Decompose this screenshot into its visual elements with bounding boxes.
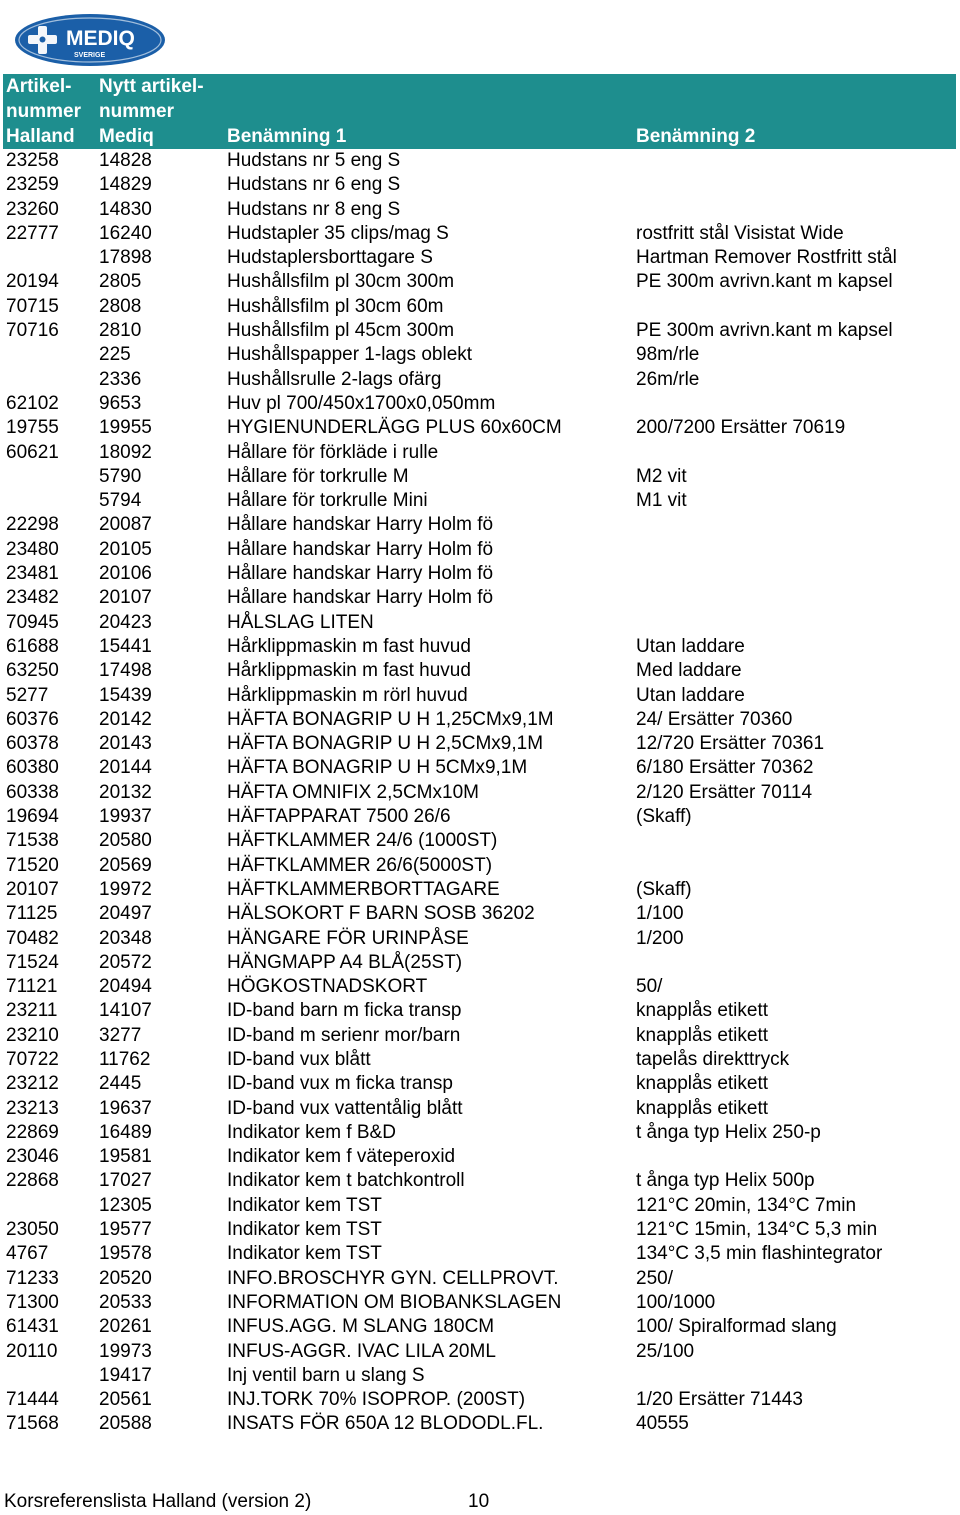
benamning-2-cell: [633, 295, 956, 319]
table-row: [3, 392, 956, 416]
table-row: [3, 854, 956, 878]
benamning-2-cell: 100/1000: [636, 1291, 716, 1313]
benamning-2-cell: Utan laddare: [636, 684, 745, 706]
benamning-1-cell: Hårklippmaskin m rörl huvud: [227, 684, 468, 706]
artikelnummer-mediq-cell: 225: [99, 344, 131, 366]
artikelnummer-mediq-cell: 11762: [99, 1048, 151, 1070]
artikelnummer-halland-cell: 60621: [6, 441, 59, 463]
artikelnummer-halland-cell: 71568: [6, 1413, 59, 1435]
benamning-2-cell: knapplås etikett: [636, 1000, 769, 1022]
table-row: [3, 975, 956, 999]
artikelnummer-mediq-cell: 18092: [99, 441, 152, 463]
column-header-line: nummer: [99, 101, 174, 122]
benamning-2-cell: knapplås etikett: [636, 1073, 769, 1095]
table-row: [3, 1267, 956, 1291]
benamning-1-cell: HÄFTA BONAGRIP U H 2,5CMx9,1M: [227, 733, 544, 755]
table-row: [3, 999, 956, 1023]
artikelnummer-mediq-cell: 20569: [99, 854, 152, 876]
artikelnummer-halland-cell: 23212: [6, 1073, 59, 1095]
artikelnummer-mediq-cell: 5794: [99, 490, 142, 512]
benamning-1-cell: HÄFTKLAMMER 24/6 (1000ST): [227, 830, 498, 852]
artikelnummer-mediq-cell: 19581: [99, 1146, 152, 1168]
artikelnummer-mediq-cell: 14829: [99, 174, 152, 196]
artikelnummer-halland-cell: 61688: [6, 635, 59, 657]
benamning-1-cell: Hushållsfilm pl 30cm 60m: [227, 295, 444, 317]
benamning-2-cell: 121°C 20min, 134°C 7min: [636, 1194, 857, 1216]
table-row: [3, 586, 956, 610]
table-row: [3, 538, 956, 562]
artikelnummer-halland-cell: 60378: [6, 733, 59, 755]
artikelnummer-halland-cell: 71520: [6, 854, 59, 876]
table-row: [3, 878, 956, 902]
benamning-2-cell: 40555: [636, 1413, 689, 1435]
benamning-1-cell: HÄFTAPPARAT 7500 26/6: [227, 806, 451, 828]
artikelnummer-halland-cell: 70722: [6, 1048, 59, 1070]
table-row: [3, 1388, 956, 1412]
artikelnummer-mediq-cell: 20580: [99, 830, 152, 852]
artikelnummer-halland-cell: 23213: [6, 1097, 59, 1119]
benamning-1-cell: ID-band vux m ficka transp: [227, 1073, 453, 1095]
table-row: [3, 1121, 956, 1145]
table-row: [3, 319, 956, 343]
benamning-2-cell: 50/: [636, 976, 663, 998]
artikelnummer-halland-cell: 23260: [6, 198, 59, 220]
table-header: [3, 74, 956, 149]
artikelnummer-halland-cell: 20107: [6, 878, 59, 900]
artikelnummer-mediq-cell: 14830: [99, 198, 152, 220]
artikelnummer-halland-cell: 23482: [6, 587, 59, 609]
table-row: [3, 829, 956, 853]
artikelnummer-mediq-cell: 19955: [99, 417, 152, 439]
table-row: [3, 368, 956, 392]
benamning-2-cell: [633, 198, 956, 222]
table-row: [3, 635, 956, 659]
benamning-1-cell: HÄNGARE FÖR URINPÅSE: [227, 927, 469, 949]
table-row: [3, 1194, 956, 1218]
artikelnummer-halland-cell: 60338: [6, 781, 59, 803]
artikelnummer-halland-cell: 71125: [6, 903, 58, 925]
benamning-1-cell: ID-band m serienr mor/barn: [227, 1024, 461, 1046]
artikelnummer-halland-cell: [3, 368, 96, 392]
artikelnummer-mediq-cell: 20533: [99, 1291, 152, 1313]
benamning-2-cell: 12/720 Ersätter 70361: [636, 733, 825, 755]
artikelnummer-halland-cell: 23259: [6, 174, 59, 196]
benamning-2-cell: Hartman Remover Rostfritt stål: [636, 247, 897, 269]
artikelnummer-mediq-cell: 20105: [99, 538, 152, 560]
benamning-1-cell: HÅLSLAG LITEN: [227, 611, 374, 633]
artikelnummer-halland-cell: 5277: [6, 684, 49, 706]
benamning-1-cell: INJ.TORK 70% ISOPROP. (200ST): [227, 1389, 526, 1411]
artikelnummer-halland-cell: 19755: [6, 417, 59, 439]
table-row: [3, 295, 956, 319]
artikelnummer-halland-cell: [3, 465, 96, 489]
benamning-2-cell: 121°C 15min, 134°C 5,3 min: [636, 1219, 878, 1241]
artikelnummer-halland-cell: 22869: [6, 1121, 59, 1143]
benamning-1-cell: Indikator kem f B&D: [227, 1121, 396, 1143]
table-row: [3, 1242, 956, 1266]
artikelnummer-mediq-cell: 20142: [99, 708, 152, 730]
benamning-1-cell: HYGIENUNDERLÄGG PLUS 60x60CM: [227, 417, 562, 439]
artikelnummer-mediq-cell: 20143: [99, 733, 152, 755]
benamning-2-cell: M2 vit: [636, 465, 687, 487]
benamning-1-cell: INFO.BROSCHYR GYN. CELLPROVT.: [227, 1267, 559, 1289]
benamning-1-cell: Indikator kem t batchkontroll: [227, 1170, 465, 1192]
artikelnummer-halland-cell: [3, 343, 96, 367]
artikelnummer-halland-cell: 23258: [6, 150, 59, 171]
artikelnummer-mediq-cell: 20106: [99, 563, 152, 585]
benamning-2-cell: 1/100: [636, 903, 684, 925]
artikelnummer-halland-cell: 60380: [6, 757, 59, 779]
column-header-1: [3, 74, 96, 149]
benamning-1-cell: Hållare för torkrulle Mini: [227, 490, 428, 512]
page-number: 10: [468, 1491, 490, 1512]
table-row: [3, 441, 956, 465]
table-row: [3, 1218, 956, 1242]
benamning-1-cell: Hudstans nr 6 eng S: [227, 174, 401, 196]
benamning-1-cell: Hushållsfilm pl 30cm 300m: [227, 271, 455, 293]
table-row: [3, 1048, 956, 1072]
artikelnummer-mediq-cell: 2810: [99, 320, 142, 342]
table-row: [3, 1145, 956, 1169]
benamning-1-cell: ID-band vux blått: [227, 1048, 371, 1070]
table-row: [3, 465, 956, 489]
column-header-line: Halland: [6, 126, 75, 147]
benamning-1-cell: INFORMATION OM BIOBANKSLAGEN: [227, 1291, 562, 1313]
benamning-2-cell: [633, 173, 956, 197]
benamning-2-cell: 1/200: [636, 927, 684, 949]
artikelnummer-mediq-cell: 20561: [99, 1389, 152, 1411]
benamning-2-cell: Utan laddare: [636, 635, 745, 657]
benamning-1-cell: HÄFTA OMNIFIX 2,5CMx10M: [227, 781, 479, 803]
artikelnummer-halland-cell: 23481: [6, 563, 59, 585]
table-row: [3, 611, 956, 635]
benamning-1-cell: Hushållsfilm pl 45cm 300m: [227, 320, 455, 342]
benamning-2-cell: 134°C 3,5 min flashintegrator: [636, 1243, 883, 1265]
benamning-2-cell: 26m/rle: [636, 368, 700, 390]
column-header-4: [633, 74, 956, 149]
table-row: [3, 1169, 956, 1193]
artikelnummer-halland-cell: 70945: [6, 611, 59, 633]
mediq-logo-graphic: [14, 13, 166, 67]
artikelnummer-mediq-cell: 16240: [99, 222, 152, 244]
benamning-2-cell: t ånga typ Helix 250-p: [636, 1121, 821, 1143]
table-row: [3, 805, 956, 829]
artikelnummer-halland-cell: 61431: [6, 1316, 59, 1338]
table-row: [3, 416, 956, 440]
artikelnummer-halland-cell: 63250: [6, 660, 59, 682]
artikelnummer-halland-cell: 70482: [6, 927, 59, 949]
benamning-1-cell: Hudstaplersborttagare S: [227, 247, 433, 269]
benamning-2-cell: PE 300m avrivn.kant m kapsel: [636, 320, 893, 342]
benamning-1-cell: HÄFTA BONAGRIP U H 1,25CMx9,1M: [227, 708, 554, 730]
artikelnummer-mediq-cell: 20144: [99, 757, 152, 779]
table-row: [3, 222, 956, 246]
artikelnummer-mediq-cell: 20261: [99, 1316, 152, 1338]
artikelnummer-mediq-cell: 9653: [99, 392, 142, 414]
benamning-2-cell: (Skaff): [636, 806, 692, 828]
artikelnummer-mediq-cell: 20423: [99, 611, 152, 633]
benamning-1-cell: Huv pl 700/450x1700x0,050mm: [227, 392, 496, 414]
artikelnummer-halland-cell: 71524: [6, 951, 59, 973]
benamning-1-cell: Indikator kem TST: [227, 1219, 382, 1241]
benamning-1-cell: Hudstans nr 5 eng S: [227, 150, 401, 171]
benamning-2-cell: [633, 586, 956, 610]
benamning-2-cell: (Skaff): [636, 878, 692, 900]
benamning-1-cell: Hållare handskar Harry Holm fö: [227, 563, 494, 585]
artikelnummer-halland-cell: 71444: [6, 1389, 59, 1411]
benamning-1-cell: INFUS-AGGR. IVAC LILA 20ML: [227, 1340, 496, 1362]
artikelnummer-halland-cell: 70716: [6, 320, 59, 342]
table-row: [3, 246, 956, 270]
logo-text: MEDIQ: [66, 27, 135, 50]
table-row: [3, 756, 956, 780]
artikelnummer-halland-cell: 20194: [6, 271, 59, 293]
benamning-1-cell: Inj ventil barn u slang S: [227, 1364, 425, 1386]
artikelnummer-halland-cell: 23050: [6, 1219, 59, 1241]
table-row: [3, 343, 956, 367]
artikelnummer-mediq-cell: 2805: [99, 271, 142, 293]
benamning-2-cell: knapplås etikett: [636, 1024, 769, 1046]
benamning-1-cell: Indikator kem f väteperoxid: [227, 1146, 456, 1168]
page-footer: [4, 1490, 490, 1514]
artikelnummer-halland-cell: 62102: [6, 392, 59, 414]
table-row: [3, 1364, 956, 1388]
column-header-line: nummer: [6, 101, 81, 122]
artikelnummer-mediq-cell: 15439: [99, 684, 152, 706]
benamning-2-cell: Med laddare: [636, 660, 742, 682]
benamning-1-cell: HÄFTKLAMMER 26/6(5000ST): [227, 854, 493, 876]
artikelnummer-halland-cell: 71538: [6, 830, 59, 852]
artikelnummer-mediq-cell: 19937: [99, 806, 152, 828]
benamning-2-cell: 1/20 Ersätter 71443: [636, 1389, 803, 1411]
column-header-3: [224, 74, 633, 149]
artikelnummer-mediq-cell: 17027: [99, 1170, 152, 1192]
artikelnummer-halland-cell: 19694: [6, 806, 59, 828]
artikelnummer-halland-cell: 70715: [6, 295, 59, 317]
benamning-2-cell: 6/180 Ersätter 70362: [636, 757, 814, 779]
table-row: [3, 1340, 956, 1364]
benamning-2-cell: 25/100: [636, 1340, 695, 1362]
benamning-2-cell: tapelås direkttryck: [636, 1048, 790, 1070]
benamning-2-cell: PE 300m avrivn.kant m kapsel: [636, 271, 893, 293]
artikelnummer-mediq-cell: 2445: [99, 1073, 142, 1095]
benamning-2-cell: [633, 392, 956, 416]
artikelnummer-mediq-cell: 19417: [99, 1364, 152, 1386]
benamning-1-cell: INFUS.AGG. M SLANG 180CM: [227, 1316, 495, 1338]
artikelnummer-mediq-cell: 5790: [99, 465, 142, 487]
benamning-2-cell: [633, 538, 956, 562]
artikelnummer-mediq-cell: 16489: [99, 1121, 152, 1143]
artikelnummer-halland-cell: [3, 246, 96, 270]
artikelnummer-mediq-cell: 20132: [99, 781, 152, 803]
table-row: [3, 198, 956, 222]
artikelnummer-mediq-cell: 14828: [99, 150, 152, 171]
benamning-1-cell: Hårklippmaskin m fast huvud: [227, 635, 471, 657]
artikelnummer-mediq-cell: 2808: [99, 295, 142, 317]
benamning-1-cell: HÄNGMAPP A4 BLÅ(25ST): [227, 951, 463, 973]
table-row: [3, 1024, 956, 1048]
benamning-1-cell: INSATS FÖR 650A 12 BLODODL.FL.: [227, 1413, 544, 1435]
benamning-2-cell: 2/120 Ersätter 70114: [636, 781, 813, 803]
benamning-1-cell: Hållare för torkrulle M: [227, 465, 409, 487]
artikelnummer-mediq-cell: 19972: [99, 878, 152, 900]
artikelnummer-mediq-cell: 20107: [99, 587, 152, 609]
benamning-2-cell: [633, 829, 956, 853]
table-row: [3, 927, 956, 951]
benamning-2-cell: 24/ Ersätter 70360: [636, 708, 793, 730]
benamning-2-cell: 100/ Spiralformad slang: [636, 1316, 837, 1338]
benamning-1-cell: Hushållspapper 1-lags oblekt: [227, 344, 473, 366]
artikelnummer-halland-cell: [3, 1364, 96, 1388]
artikelnummer-mediq-cell: 3277: [99, 1024, 142, 1046]
artikelnummer-halland-cell: 23046: [6, 1146, 59, 1168]
benamning-2-cell: 200/7200 Ersätter 70619: [636, 417, 846, 439]
artikelnummer-halland-cell: 71233: [6, 1267, 59, 1289]
table-row: [3, 149, 956, 173]
table-row: [3, 659, 956, 683]
benamning-2-cell: [633, 611, 956, 635]
artikelnummer-mediq-cell: 17898: [99, 247, 152, 269]
artikelnummer-mediq-cell: 12305: [99, 1194, 152, 1216]
artikelnummer-halland-cell: 23211: [6, 1000, 58, 1022]
artikelnummer-mediq-cell: 14107: [99, 1000, 152, 1022]
benamning-2-cell: [633, 951, 956, 975]
column-header-line: Artikel-: [6, 76, 72, 97]
artikelnummer-mediq-cell: 20588: [99, 1413, 152, 1435]
artikelnummer-mediq-cell: 20087: [99, 514, 152, 536]
cross-reference-table: [3, 74, 956, 1437]
table-row: [3, 708, 956, 732]
benamning-2-cell: t ånga typ Helix 500p: [636, 1170, 815, 1192]
mediq-logo: [14, 13, 166, 67]
artikelnummer-halland-cell: [3, 489, 96, 513]
table-row: [3, 1097, 956, 1121]
benamning-2-cell: [633, 562, 956, 586]
benamning-2-cell: [633, 1145, 956, 1169]
benamning-1-cell: Hållare handskar Harry Holm fö: [227, 538, 494, 560]
column-header-line: Nytt artikel-: [99, 76, 204, 97]
artikelnummer-mediq-cell: 20348: [99, 927, 152, 949]
artikelnummer-mediq-cell: 19577: [99, 1219, 152, 1241]
benamning-2-cell: 98m/rle: [636, 344, 700, 366]
table-row: [3, 173, 956, 197]
artikelnummer-halland-cell: [3, 1194, 96, 1218]
artikelnummer-mediq-cell: 20497: [99, 903, 152, 925]
table-row: [3, 684, 956, 708]
benamning-1-cell: HÖGKOSTNADSKORT: [227, 976, 428, 998]
column-header-2: [96, 74, 224, 149]
artikelnummer-halland-cell: 71300: [6, 1291, 59, 1313]
artikelnummer-mediq-cell: 2336: [99, 368, 142, 390]
benamning-2-cell: M1 vit: [636, 490, 687, 512]
column-header-line: Mediq: [99, 126, 154, 147]
table-row: [3, 781, 956, 805]
artikelnummer-halland-cell: 20110: [6, 1340, 58, 1362]
table-row: [3, 951, 956, 975]
table-row: [3, 1291, 956, 1315]
benamning-1-cell: Indikator kem TST: [227, 1194, 382, 1216]
artikelnummer-mediq-cell: 19973: [99, 1340, 152, 1362]
benamning-2-cell: [633, 441, 956, 465]
artikelnummer-halland-cell: 23210: [6, 1024, 59, 1046]
footer-title: Korsreferenslista Halland (version 2): [4, 1491, 312, 1512]
artikelnummer-mediq-cell: 17498: [99, 660, 152, 682]
artikelnummer-halland-cell: 23480: [6, 538, 59, 560]
benamning-2-cell: [633, 513, 956, 537]
table-row: [3, 732, 956, 756]
artikelnummer-mediq-cell: 20494: [99, 976, 152, 998]
table-row: [3, 1072, 956, 1096]
benamning-1-cell: Indikator kem TST: [227, 1243, 382, 1265]
benamning-1-cell: Hållare handskar Harry Holm fö: [227, 587, 494, 609]
benamning-1-cell: Hudstans nr 8 eng S: [227, 198, 401, 220]
artikelnummer-mediq-cell: 20520: [99, 1267, 152, 1289]
artikelnummer-halland-cell: 60376: [6, 708, 59, 730]
benamning-2-cell: [633, 149, 956, 173]
artikelnummer-halland-cell: 4767: [6, 1243, 49, 1265]
table-row: [3, 270, 956, 294]
benamning-1-cell: Hudstapler 35 clips/mag S: [227, 222, 449, 244]
logo-subtext: SVERIGE: [74, 52, 106, 59]
benamning-2-cell: knapplås etikett: [636, 1097, 769, 1119]
artikelnummer-halland-cell: 22868: [6, 1170, 59, 1192]
benamning-1-cell: Hushållsrulle 2-lags ofärg: [227, 368, 442, 390]
benamning-2-cell: rostfritt stål Visistat Wide: [636, 222, 844, 244]
column-header-line: Benämning 1: [227, 126, 347, 147]
benamning-1-cell: HÄLSOKORT F BARN SOSB 36202: [227, 903, 535, 925]
table-row: [3, 902, 956, 926]
benamning-2-cell: [633, 1364, 956, 1388]
artikelnummer-halland-cell: 22777: [6, 222, 59, 244]
benamning-2-cell: [633, 854, 956, 878]
table-row: [3, 489, 956, 513]
benamning-1-cell: Hållare för förkläde i rulle: [227, 441, 439, 463]
artikelnummer-mediq-cell: 15441: [99, 635, 152, 657]
artikelnummer-mediq-cell: 20572: [99, 951, 152, 973]
artikelnummer-halland-cell: 22298: [6, 514, 59, 536]
table-row: [3, 562, 956, 586]
benamning-1-cell: ID-band barn m ficka transp: [227, 1000, 462, 1022]
benamning-1-cell: HÄFTA BONAGRIP U H 5CMx9,1M: [227, 757, 528, 779]
benamning-1-cell: Hårklippmaskin m fast huvud: [227, 660, 471, 682]
benamning-1-cell: ID-band vux vattentålig blått: [227, 1097, 463, 1119]
table-row: [3, 513, 956, 537]
column-header-line: Benämning 2: [636, 126, 756, 147]
benamning-1-cell: HÄFTKLAMMERBORTTAGARE: [227, 878, 500, 900]
benamning-2-cell: 250/: [636, 1267, 673, 1289]
table-row: [3, 1412, 956, 1436]
table-row: [3, 1315, 956, 1339]
benamning-1-cell: Hållare handskar Harry Holm fö: [227, 514, 494, 536]
artikelnummer-mediq-cell: 19637: [99, 1097, 152, 1119]
artikelnummer-mediq-cell: 19578: [99, 1243, 152, 1265]
artikelnummer-halland-cell: 71121: [6, 976, 58, 998]
